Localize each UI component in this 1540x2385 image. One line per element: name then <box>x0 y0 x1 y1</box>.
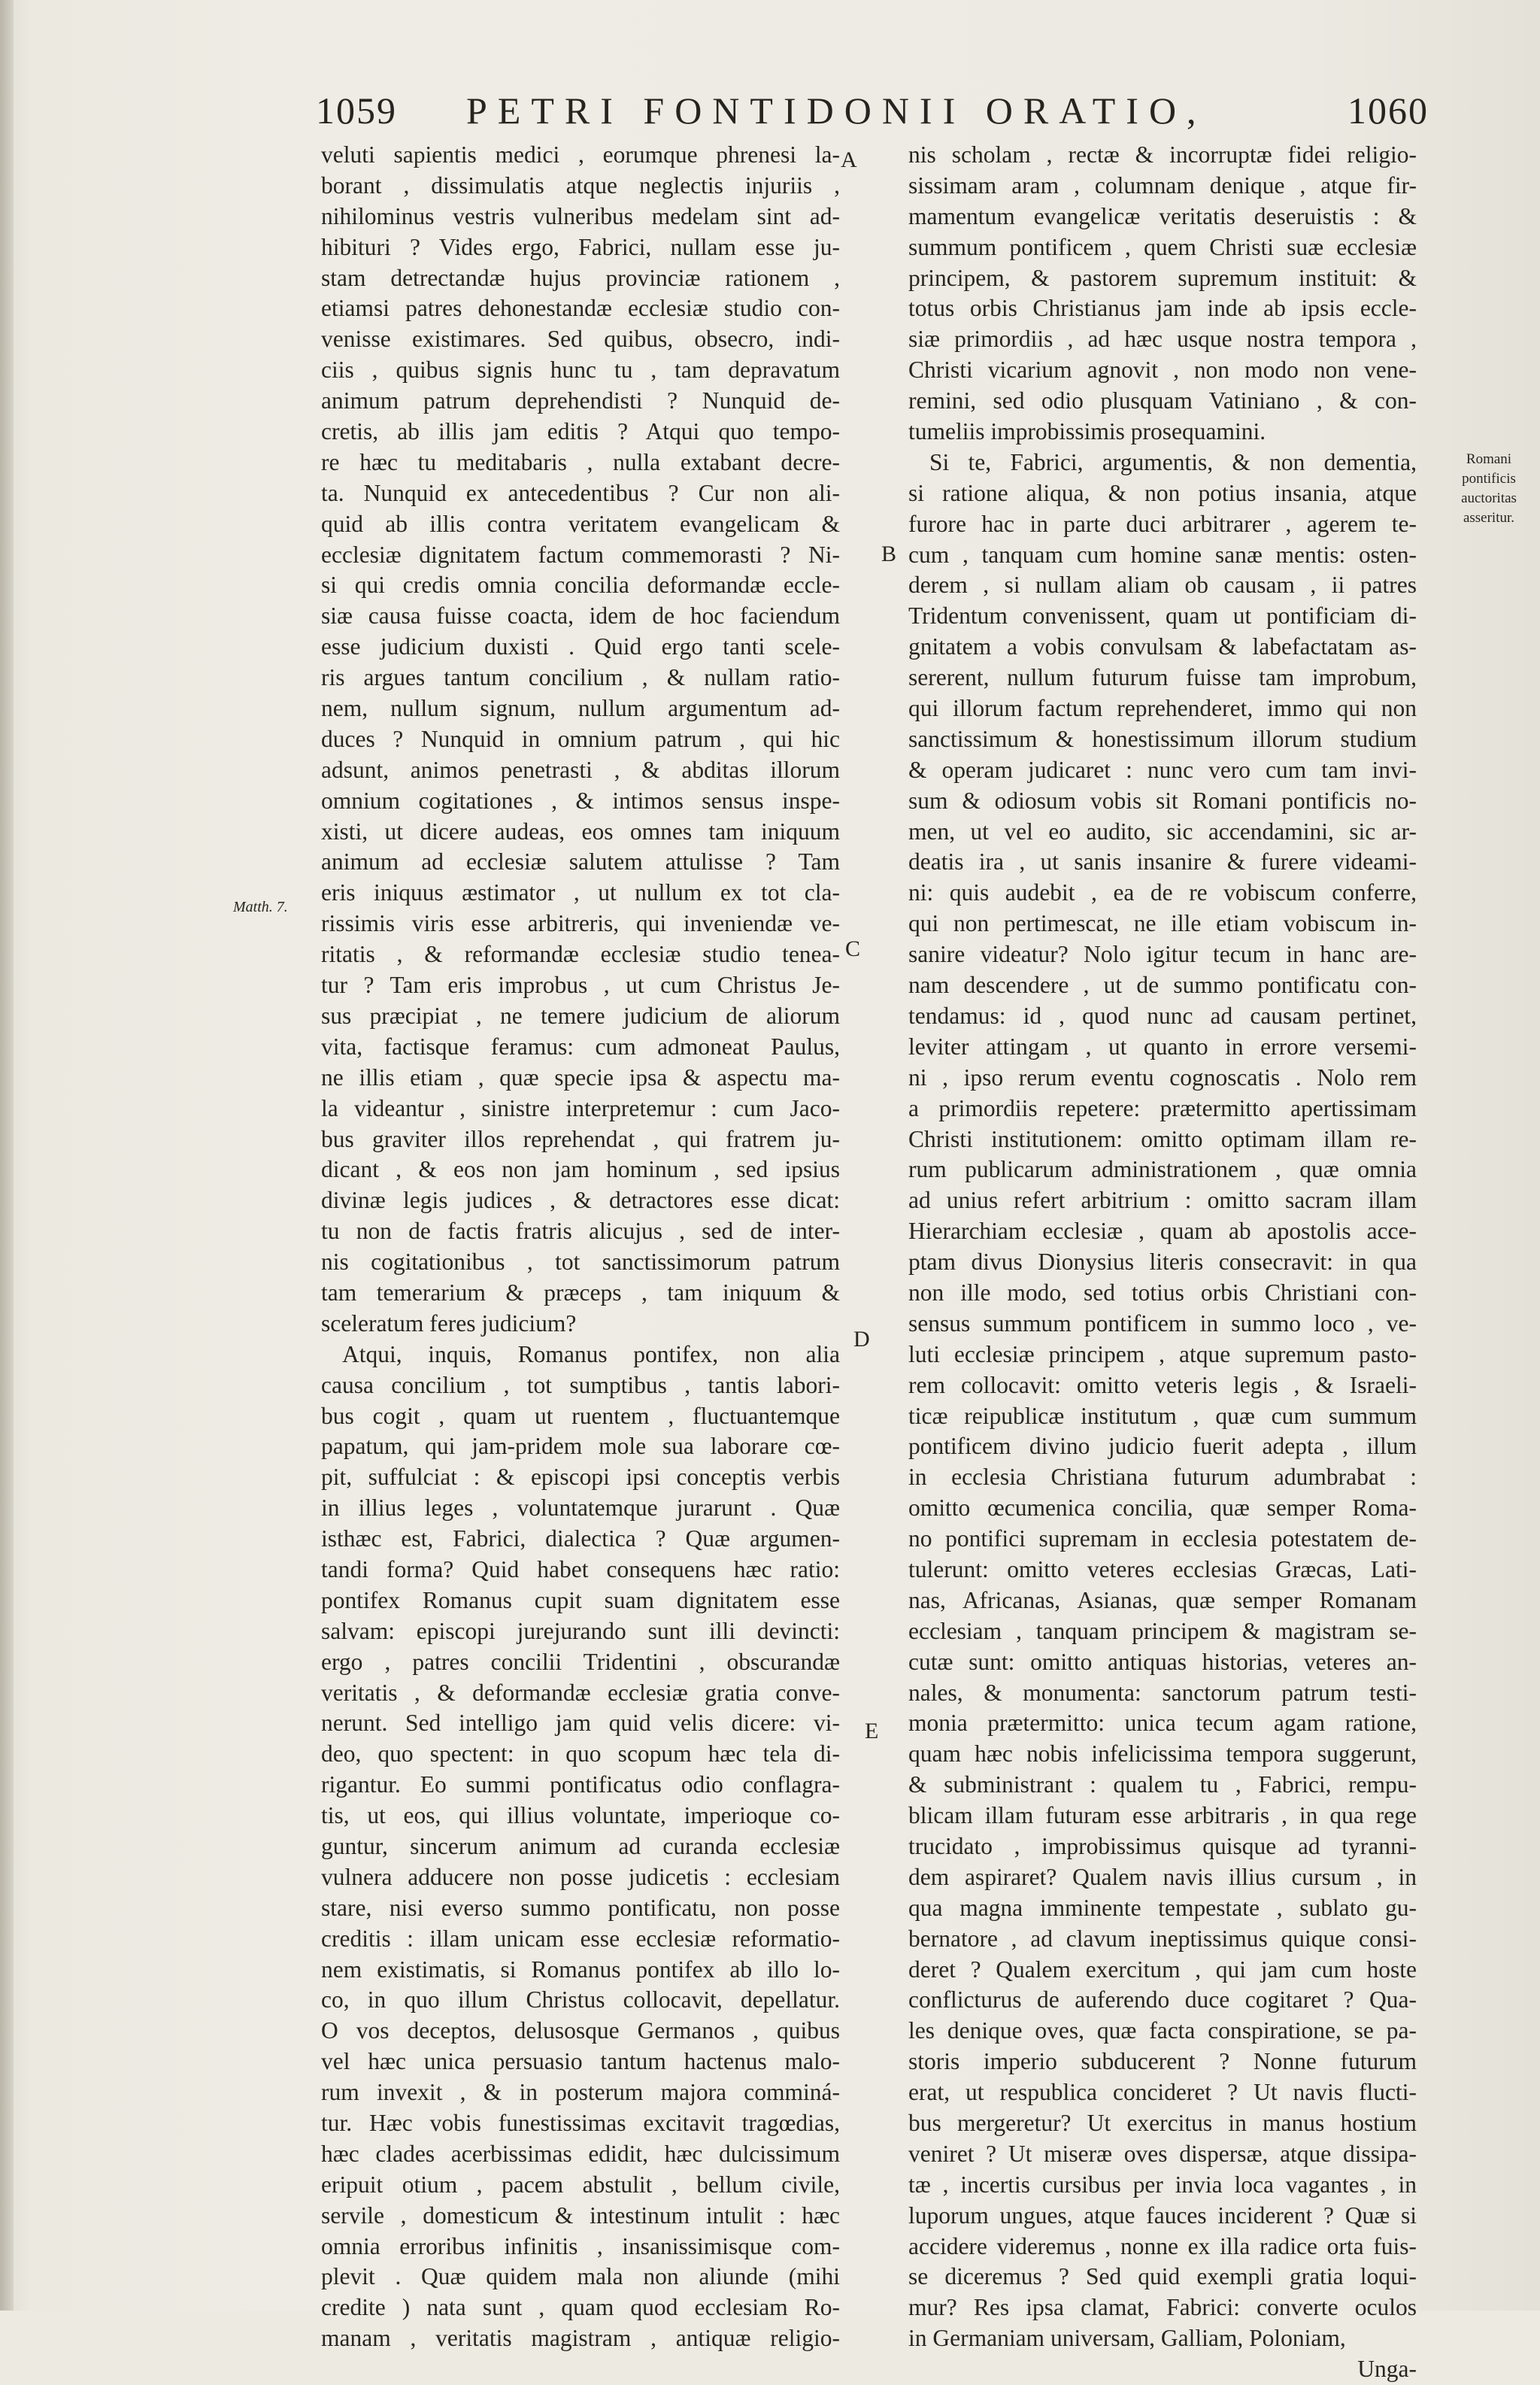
section-letter-d: D <box>853 1327 870 1352</box>
text-line: tæ , incertis cursibus per invia loca vagantes , in <box>908 2171 1417 2198</box>
text-line: rissimis viris esse arbitreris, qui inveniendæ ve- <box>321 910 840 937</box>
text-line: pontificem divino judicio fuerit adepta , illum <box>908 1433 1417 1460</box>
text-line: in ecclesia Christiana futurum adumbrabat : <box>908 1464 1417 1491</box>
text-line: plevit . Quæ quidem mala non aliunde (mihi <box>321 2263 840 2290</box>
text-line: tumeliis improbissimis prosequamini. <box>908 418 1266 445</box>
text-line: nem, nullum signum, nullum argumentum ad- <box>321 695 840 722</box>
text-line: servile , domesticum & intestinum intulit : hæc <box>321 2201 840 2229</box>
text-line: principem, & pastorem supremum instituit: & <box>908 264 1417 291</box>
text-line: storis imperio subducerent ? Nonne futurum <box>908 2048 1417 2075</box>
text-line: vita, factisque feramus: cum admoneat Paulus, <box>321 1033 840 1060</box>
text-line: leviter attingam , ut quanto in errore versemi- <box>908 1033 1417 1060</box>
text-line: manam , veritatis magistram , antiquæ religio- <box>321 2325 840 2352</box>
text-line: tam temerarium & præceps , tam iniquum & <box>321 1279 840 1306</box>
text-line: ciis , quibus signis hunc tu , tam depravatum <box>321 357 840 384</box>
text-line: bus graviter illos reprehendat , qui fratrem ju- <box>321 1125 840 1152</box>
text-line: non ille modo, sed totius orbis Christiani con- <box>908 1279 1417 1306</box>
text-line: mur? Res ipsa clamat, Fabrici: converte oculos <box>908 2294 1417 2321</box>
text-line: eris iniquus æstimator , ut nullum ex tot cla- <box>321 879 840 906</box>
text-line: nis scholam , rectæ & incorruptæ fidei religio- <box>908 141 1417 168</box>
text-line: sus præcipiat , ne temere judicium de aliorum <box>321 1002 840 1029</box>
text-line: borant , dissimulatis atque neglectis injuriis , <box>321 171 840 199</box>
text-line: adsunt, animos penetrasti , & abditas illorum <box>321 756 840 783</box>
text-line: luti ecclesiæ principem , atque supremum pasto- <box>908 1340 1417 1367</box>
text-line: hibituri ? Vides ergo, Fabrici, nullam esse ju- <box>321 233 840 260</box>
text-line: quam hæc nobis infelicissima tempora suggerunt, <box>908 1740 1417 1768</box>
right-text-column <box>908 140 1417 2385</box>
text-line: in illius leges , voluntatemque jurarunt . Quæ <box>321 1494 840 1522</box>
text-line: tur. Hæc vobis funestissimas excitavit tragœdias, <box>321 2110 840 2136</box>
text-line: Christi institutionem: omitto optimam illam re- <box>908 1125 1417 1152</box>
text-line: sissimam aram , columnam denique , atque fir- <box>908 171 1417 199</box>
text-line: gnitatem a vobis convulsam & labefactatam as- <box>908 633 1417 660</box>
text-line: siæ causa fuisse coacta, idem de hoc faciendum <box>321 602 840 630</box>
text-line: duces ? Nunquid in omnium patrum , qui hic <box>321 725 840 752</box>
text-line: ecclesiæ dignitatem factum commemorasti ? Ni- <box>321 541 840 568</box>
text-line: ecclesiam , tanquam principem & magistram se- <box>908 1617 1417 1644</box>
text-line: rum publicarum administrationem , quæ omnia <box>908 1156 1417 1183</box>
text-line: pit, suffulciat : & episcopi ipsi conceptis verbis <box>321 1464 840 1491</box>
section-letter-b: B <box>881 542 897 566</box>
text-line: qui illorum factum reprehenderet, immo qui non <box>908 695 1417 722</box>
text-line: nas, Africanas, Asianas, quæ semper Romanam <box>908 1586 1417 1613</box>
text-line: Si te, Fabrici, argumentis, & non dementia, <box>929 448 1417 475</box>
text-line: pontifex Romanus cupit suam dignitatem esse <box>321 1586 840 1613</box>
text-line: venisse existimares. Sed quibus, obsecro, indi- <box>321 326 840 353</box>
text-line: Hierarchiam ecclesiæ , quam ab apostolis acce- <box>908 1218 1417 1245</box>
text-line: esse judicium duxisti . Quid ergo tanti scele- <box>321 633 840 660</box>
text-line: divinæ legis judices , & detractores esse dicat: <box>321 1187 840 1214</box>
text-line: stam detrectandæ hujus provinciæ rationem , <box>321 264 840 291</box>
text-line: bus mergeretur? Ut exercitus in manus hostium <box>908 2110 1417 2136</box>
text-line: sensus summum pontificem in summo loco , ve- <box>908 1309 1417 1337</box>
text-line: isthæc est, Fabrici, dialectica ? Quæ argumen- <box>321 1525 840 1552</box>
text-line: omnium cogitationes , & intimos sensus inspe- <box>321 787 840 814</box>
text-line: sererent, nullum futurum fuisse tam improbum, <box>908 664 1417 691</box>
text-line: Christi vicarium agnovit , non modo non vene- <box>908 357 1417 384</box>
text-line: cutæ sunt: omitto antiquas historias, veteres an- <box>908 1648 1417 1675</box>
text-line: conflicturus de auferendo duce cogitaret ? Qua- <box>908 1986 1417 2013</box>
text-line: stare, nisi everso summo pontificatu, non posse <box>321 1894 840 1921</box>
margin-note-romani <box>1448 450 1530 528</box>
text-line: rigantur. Eo summi pontificatus odio conflagra- <box>321 1771 840 1798</box>
text-line: derem , si nullam aliam ob causam , ii patres <box>908 572 1417 599</box>
text-line: a primordiis repetere: prætermitto apertissimam <box>908 1094 1417 1121</box>
text-line: se diceremus ? Sed quid exempli gratia loqui- <box>908 2263 1417 2290</box>
text-line: ni , ipso rerum eventu cognoscatis . Nolo rem <box>908 1064 1417 1091</box>
text-line: & subministrant : qualem tu , Fabrici, rempu- <box>908 1771 1417 1798</box>
margin-note-line: auctoritas <box>1461 490 1517 506</box>
text-line: nis cogitationibus , tot sanctissimorum patrum <box>321 1249 840 1276</box>
text-line: nem existimatis, si Romanus pontifex ab illo lo- <box>321 1956 840 1983</box>
text-line: quid ab illis contra veritatem evangelicam & <box>321 510 840 537</box>
text-line: nales, & monumenta: sanctorum patrum testi- <box>908 1679 1417 1706</box>
page-number-left: 1059 <box>316 90 397 132</box>
text-line: animum ad ecclesiæ salutem attulisse ? Tam <box>321 848 840 875</box>
text-line: nihilominus vestris vulneribus medelam sint ad- <box>321 202 840 229</box>
text-line: monia prætermitto: unica tecum agam ratione, <box>908 1710 1417 1737</box>
text-line: trucidato , improbissimus quisque ad tyranni- <box>908 1832 1417 1859</box>
text-line: les denique oves, quæ facta conspiratione, se pa- <box>908 2017 1417 2044</box>
text-line: ne illis etiam , quæ specie ipsa & aspectu ma- <box>321 1064 840 1091</box>
text-line: tu non de factis fratris alicujus , sed de inter- <box>321 1218 840 1245</box>
text-line: re hæc tu meditabaris , nulla extabant decre- <box>321 448 840 475</box>
text-line: xisti, ut dicere audeas, eos omnes tam iniquum <box>321 818 840 845</box>
text-line: tulerunt: omitto veteres ecclesias Græcas, Lati- <box>908 1555 1417 1582</box>
text-line: totus orbis Christianus jam inde ab ipsis eccle- <box>908 295 1417 322</box>
text-line: ad unius refert arbitrium : omitto sacram illam <box>908 1187 1417 1214</box>
text-line: siæ primordiis , ad hæc usque nostra tempora , <box>908 326 1417 353</box>
text-line: Atqui, inquis, Romanus pontifex, non alia <box>342 1340 840 1367</box>
text-line: deatis ira , ut sanis insanire & furere videami- <box>908 848 1417 875</box>
text-line: O vos deceptos, delusosque Germanos , quibus <box>321 2017 840 2044</box>
text-line: vel hæc unica persuasio tantum hactenus malo- <box>321 2048 840 2075</box>
text-line: la videantur , sinistre interpretemur : cum Jaco- <box>321 1094 840 1121</box>
page-number-right: 1060 <box>1348 90 1429 132</box>
margin-note-line: asseritur. <box>1463 510 1515 526</box>
left-text-column <box>321 140 840 2354</box>
text-line: rum invexit , & in posterum majora comminá- <box>321 2079 840 2106</box>
section-letter-c: C <box>845 936 861 961</box>
text-line: dicant , & eos non jam hominum , sed ipsius <box>321 1156 840 1183</box>
text-line: sanctissimum & honestissimum illorum studium <box>908 725 1417 752</box>
text-line: luporum ungues, atque fauces inciderent ? Quæ si <box>908 2201 1417 2229</box>
text-line: tur ? Tam eris improbus , ut cum Christus Je- <box>321 972 840 999</box>
text-line: tendamus: id , quod nunc ad causam pertinet, <box>908 1002 1417 1029</box>
text-line: ritatis , & reformandæ ecclesiæ studio tenea- <box>321 941 840 968</box>
margin-note-line: Romani <box>1466 451 1512 467</box>
text-line: blicam illam futuram esse arbitraris , in qua rege <box>908 1802 1417 1829</box>
text-line: si ratione aliqua, & non potius insania, atque <box>908 479 1417 506</box>
text-line: sceleratum feres judicium? <box>321 1309 577 1337</box>
section-letter-a: A <box>841 147 857 172</box>
text-line: no pontifici supremam in ecclesia potestatem de- <box>908 1525 1417 1552</box>
text-line: rem collocavit: omitto veteris legis , & Israeli- <box>908 1371 1417 1398</box>
text-line: etiamsi patres dehonestandæ ecclesiæ studio con- <box>321 295 840 322</box>
text-line: ergo , patres concilii Tridentini , obscurandæ <box>321 1648 840 1675</box>
book-spine-shadow <box>0 0 14 2311</box>
text-line: tis, ut eos, qui illius voluntate, imperioque co- <box>321 1802 840 1829</box>
text-line: papatum, qui jam-pridem mole sua laborare cœ- <box>321 1433 840 1460</box>
page-header <box>316 89 1429 141</box>
text-line: animum patrum deprehendisti ? Nunquid de- <box>321 387 840 414</box>
text-line: tandi forma? Quid habet consequens hæc ratio: <box>321 1555 840 1582</box>
text-line: credite ) nata sunt , quam quod ecclesiam Ro- <box>321 2294 840 2321</box>
text-line: eripuit otium , pacem abstulit , bellum civile, <box>321 2171 840 2198</box>
text-line: & operam judicaret : nunc vero cum tam invi- <box>908 756 1417 783</box>
text-line: dem aspiraret? Qualem navis illius cursum , in <box>908 1863 1417 1890</box>
text-line: omnia erroribus infinitis , insanissimisque com- <box>321 2232 840 2259</box>
text-line: sum & odiosum vobis sit Romani pontificis no- <box>908 787 1417 814</box>
text-line: cum , tanquam cum homine sanæ mentis: osten- <box>908 541 1417 568</box>
text-line: remini, sed odio plusquam Vatiniano , & con- <box>908 387 1417 414</box>
text-line: bus cogit , quam ut ruentem , fluctuantemque <box>321 1402 840 1429</box>
text-line: veniret ? Ut miseræ oves dispersæ, atque dissipa- <box>908 2140 1417 2167</box>
text-line: summum pontificem , quem Christi suæ ecclesiæ <box>908 233 1417 260</box>
text-line: nam descendere , ut de summo pontificatu con- <box>908 972 1417 999</box>
text-line: deret ? Qualem exercitum , qui jam cum hoste <box>908 1956 1417 1983</box>
text-line: veritatis , & deformandæ ecclesiæ gratia conve- <box>321 1679 840 1706</box>
text-line: salvam: episcopi jurejurando sunt illi devincti: <box>321 1617 840 1644</box>
text-line: cretis, ab illis jam editis ? Atqui quo tempo- <box>321 418 840 445</box>
text-line: nerunt. Sed intelligo jam quid velis dicere: vi- <box>321 1710 840 1737</box>
text-line: accidere videremus , nonne ex illa radice orta fuis- <box>908 2232 1417 2259</box>
text-line: omitto œcumenica concilia, quæ semper Roma- <box>908 1494 1417 1522</box>
text-line: sanire videatur? Nolo igitur tecum in hanc are- <box>908 941 1417 968</box>
text-line: ticæ reipublicæ institutum , quæ cum summum <box>908 1402 1417 1429</box>
section-letter-e: E <box>865 1719 879 1743</box>
text-line: ni: quis audebit , ea de re vobiscum conferre, <box>908 879 1417 906</box>
text-line: qua magna imminente tempestate , sublato gu- <box>908 1894 1417 1921</box>
text-line: ta. Nunquid ex antecedentibus ? Cur non ali- <box>321 479 840 506</box>
text-line: deo, quo spectent: in quo scopum hæc tela di- <box>321 1740 840 1768</box>
text-line: si qui credis omnia concilia deformandæ eccle- <box>321 572 840 599</box>
text-line: ptam divus Dionysius literis consecravit: in qua <box>908 1249 1417 1276</box>
text-line: qui non pertimescat, ne ille etiam vobiscum in- <box>908 910 1417 937</box>
text-line: co, in quo illum Christus collocavit, depellatur. <box>321 1986 840 2013</box>
running-title: PETRI FONTIDONII ORATIO, <box>466 90 1207 132</box>
text-line: men, ut vel eo audito, sic accendamini, sic ar- <box>908 818 1417 845</box>
text-line: creditis : illam unicam esse ecclesiæ reformatio- <box>321 1925 840 1952</box>
text-line: Tridentum convenissent, quam ut pontificiam di- <box>908 602 1417 630</box>
text-line: Unga- <box>1357 2356 1417 2383</box>
text-line: in Germaniam universam, Galliam, Poloniam, <box>908 2325 1346 2352</box>
text-line: vulnera adducere non posse judicetis : ecclesiam <box>321 1863 840 1890</box>
text-line: erat, ut respublica concideret ? Ut navis flucti- <box>908 2079 1417 2106</box>
margin-note-matthew: Matth. 7. <box>233 899 288 915</box>
text-line: veluti sapientis medici , eorumque phrenesi la- <box>321 141 840 168</box>
margin-note-line: pontificis <box>1462 471 1516 487</box>
text-line: ris argues tantum concilium , & nullam ratio- <box>321 664 840 691</box>
text-line: hæc clades acerbissimas edidit, hæc dulcissimum <box>321 2140 840 2167</box>
text-line: furore hac in parte duci arbitrarer , agerem te- <box>908 510 1417 537</box>
text-line: guntur, sincerum animum ad curanda ecclesiæ <box>321 1832 840 1859</box>
text-line: causa concilium , tot sumptibus , tantis labori- <box>321 1371 840 1398</box>
text-line: mamentum evangelicæ veritatis deseruistis : & <box>908 202 1417 229</box>
text-line: bernatore , ad clavum ineptissimus quique consi- <box>908 1925 1417 1952</box>
